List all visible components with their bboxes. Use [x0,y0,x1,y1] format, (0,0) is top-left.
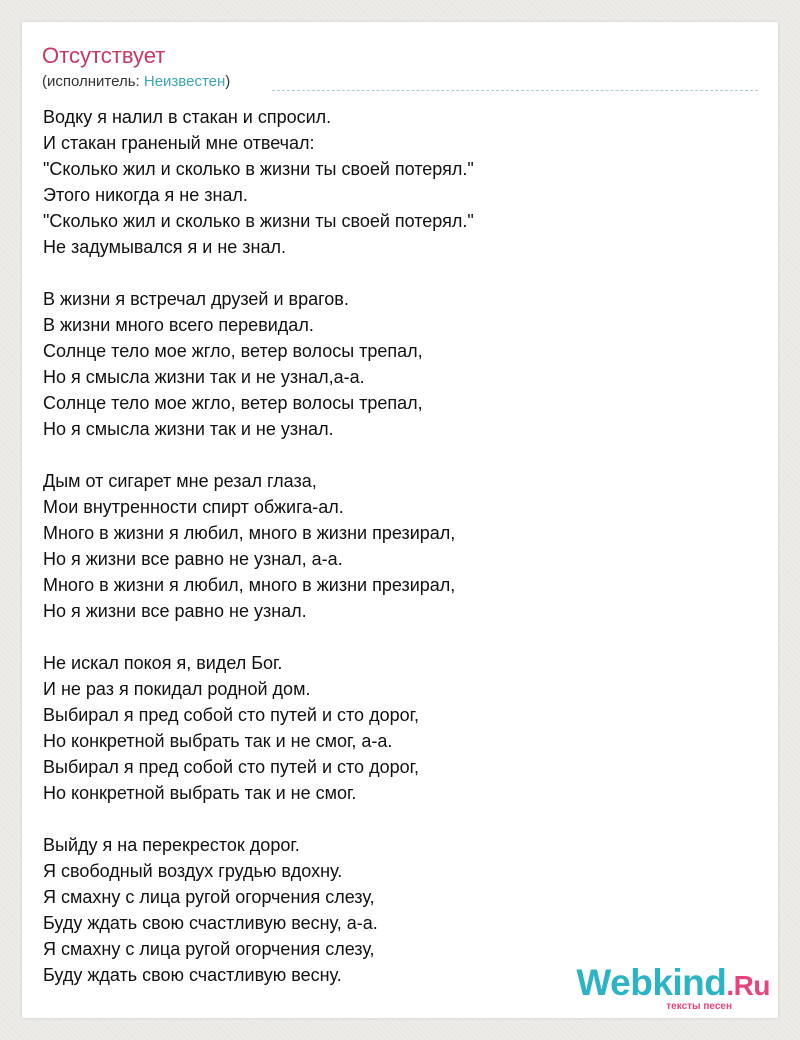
lyric-line: Дым от сигарет мне резал глаза, [43,471,317,491]
artist-prefix: (исполнитель: [42,73,144,90]
artist-suffix: ) [225,73,231,90]
lyric-line: Я смахну с лица ругой огорчения слезу, [43,887,375,907]
stanza [43,104,753,260]
lyric-line: Много в жизни я любил, много в жизни презирал, [43,575,456,595]
logo-tld: .Ru [726,970,770,1001]
lyric-line: Водку я налил в стакан и спросил. [43,107,332,127]
song-title: Отсутствует [42,43,166,68]
lyric-line: Но я смысла жизни так и не узнал. [43,419,334,439]
lyric-line: Выбирал я пред собой сто путей и сто дорог, [43,705,419,725]
stanza [43,650,753,806]
lyric-line: Но конкретной выбрать так и не смог. [43,783,357,803]
lyric-line: Этого никогда я не знал. [43,185,248,205]
stanza [43,468,753,624]
lyric-line: Но конкретной выбрать так и не смог, а-а. [43,731,393,751]
lyric-line: И не раз я покидал родной дом. [43,679,311,699]
lyric-line: Но я смысла жизни так и не узнал,а-а. [43,367,365,387]
lyric-line: В жизни много всего перевидал. [43,315,314,335]
artist-line [42,72,230,92]
artist-link[interactable]: Неизвестен [143,73,226,90]
lyric-line: Я смахну с лица ругой огорчения слезу, [43,939,375,959]
lyric-line: Выйду я на перекресток дорог. [43,835,300,855]
lyric-line: Я свободный воздух грудью вдохну. [43,861,343,881]
logo-brand: Webkind [576,962,727,1003]
lyric-line: Не искал покоя я, видел Бог. [43,653,283,673]
lyric-line: Много в жизни я любил, много в жизни презирал, [43,523,456,543]
lyric-line: В жизни я встречал друзей и врагов. [43,289,349,309]
logo-wordmark [576,963,770,1006]
lyric-line: Не задумывался я и не знал. [43,237,286,257]
lyric-line: Солнце тело мое жгло, ветер волосы трепал, [43,341,423,361]
lyric-line: И стакан граненый мне отвечал: [43,133,315,153]
lyric-line: Солнце тело мое жгло, ветер волосы трепал, [43,393,423,413]
lyrics-card [22,22,778,1018]
lyric-line: Но я жизни все равно не узнал. [43,601,307,621]
site-logo[interactable] [576,963,770,1012]
lyric-line: Выбирал я пред собой сто путей и сто дорог, [43,757,419,777]
lyric-line: "Сколько жил и сколько в жизни ты своей потерял." [43,211,474,231]
lyric-line: Буду ждать свою счастливую весну. [43,965,342,985]
stanza [43,286,753,442]
lyric-line: Буду ждать свою счастливую весну, а-а. [43,913,378,933]
lyrics-body [43,104,753,1014]
lyric-line: Но я жизни все равно не узнал, а-а. [43,549,343,569]
title-divider [272,90,758,91]
lyric-line: "Сколько жил и сколько в жизни ты своей потерял." [43,159,474,179]
logo-tagline: тексты песен [666,1001,732,1012]
lyric-line: Мои внутренности спирт обжига-ал. [43,497,344,517]
